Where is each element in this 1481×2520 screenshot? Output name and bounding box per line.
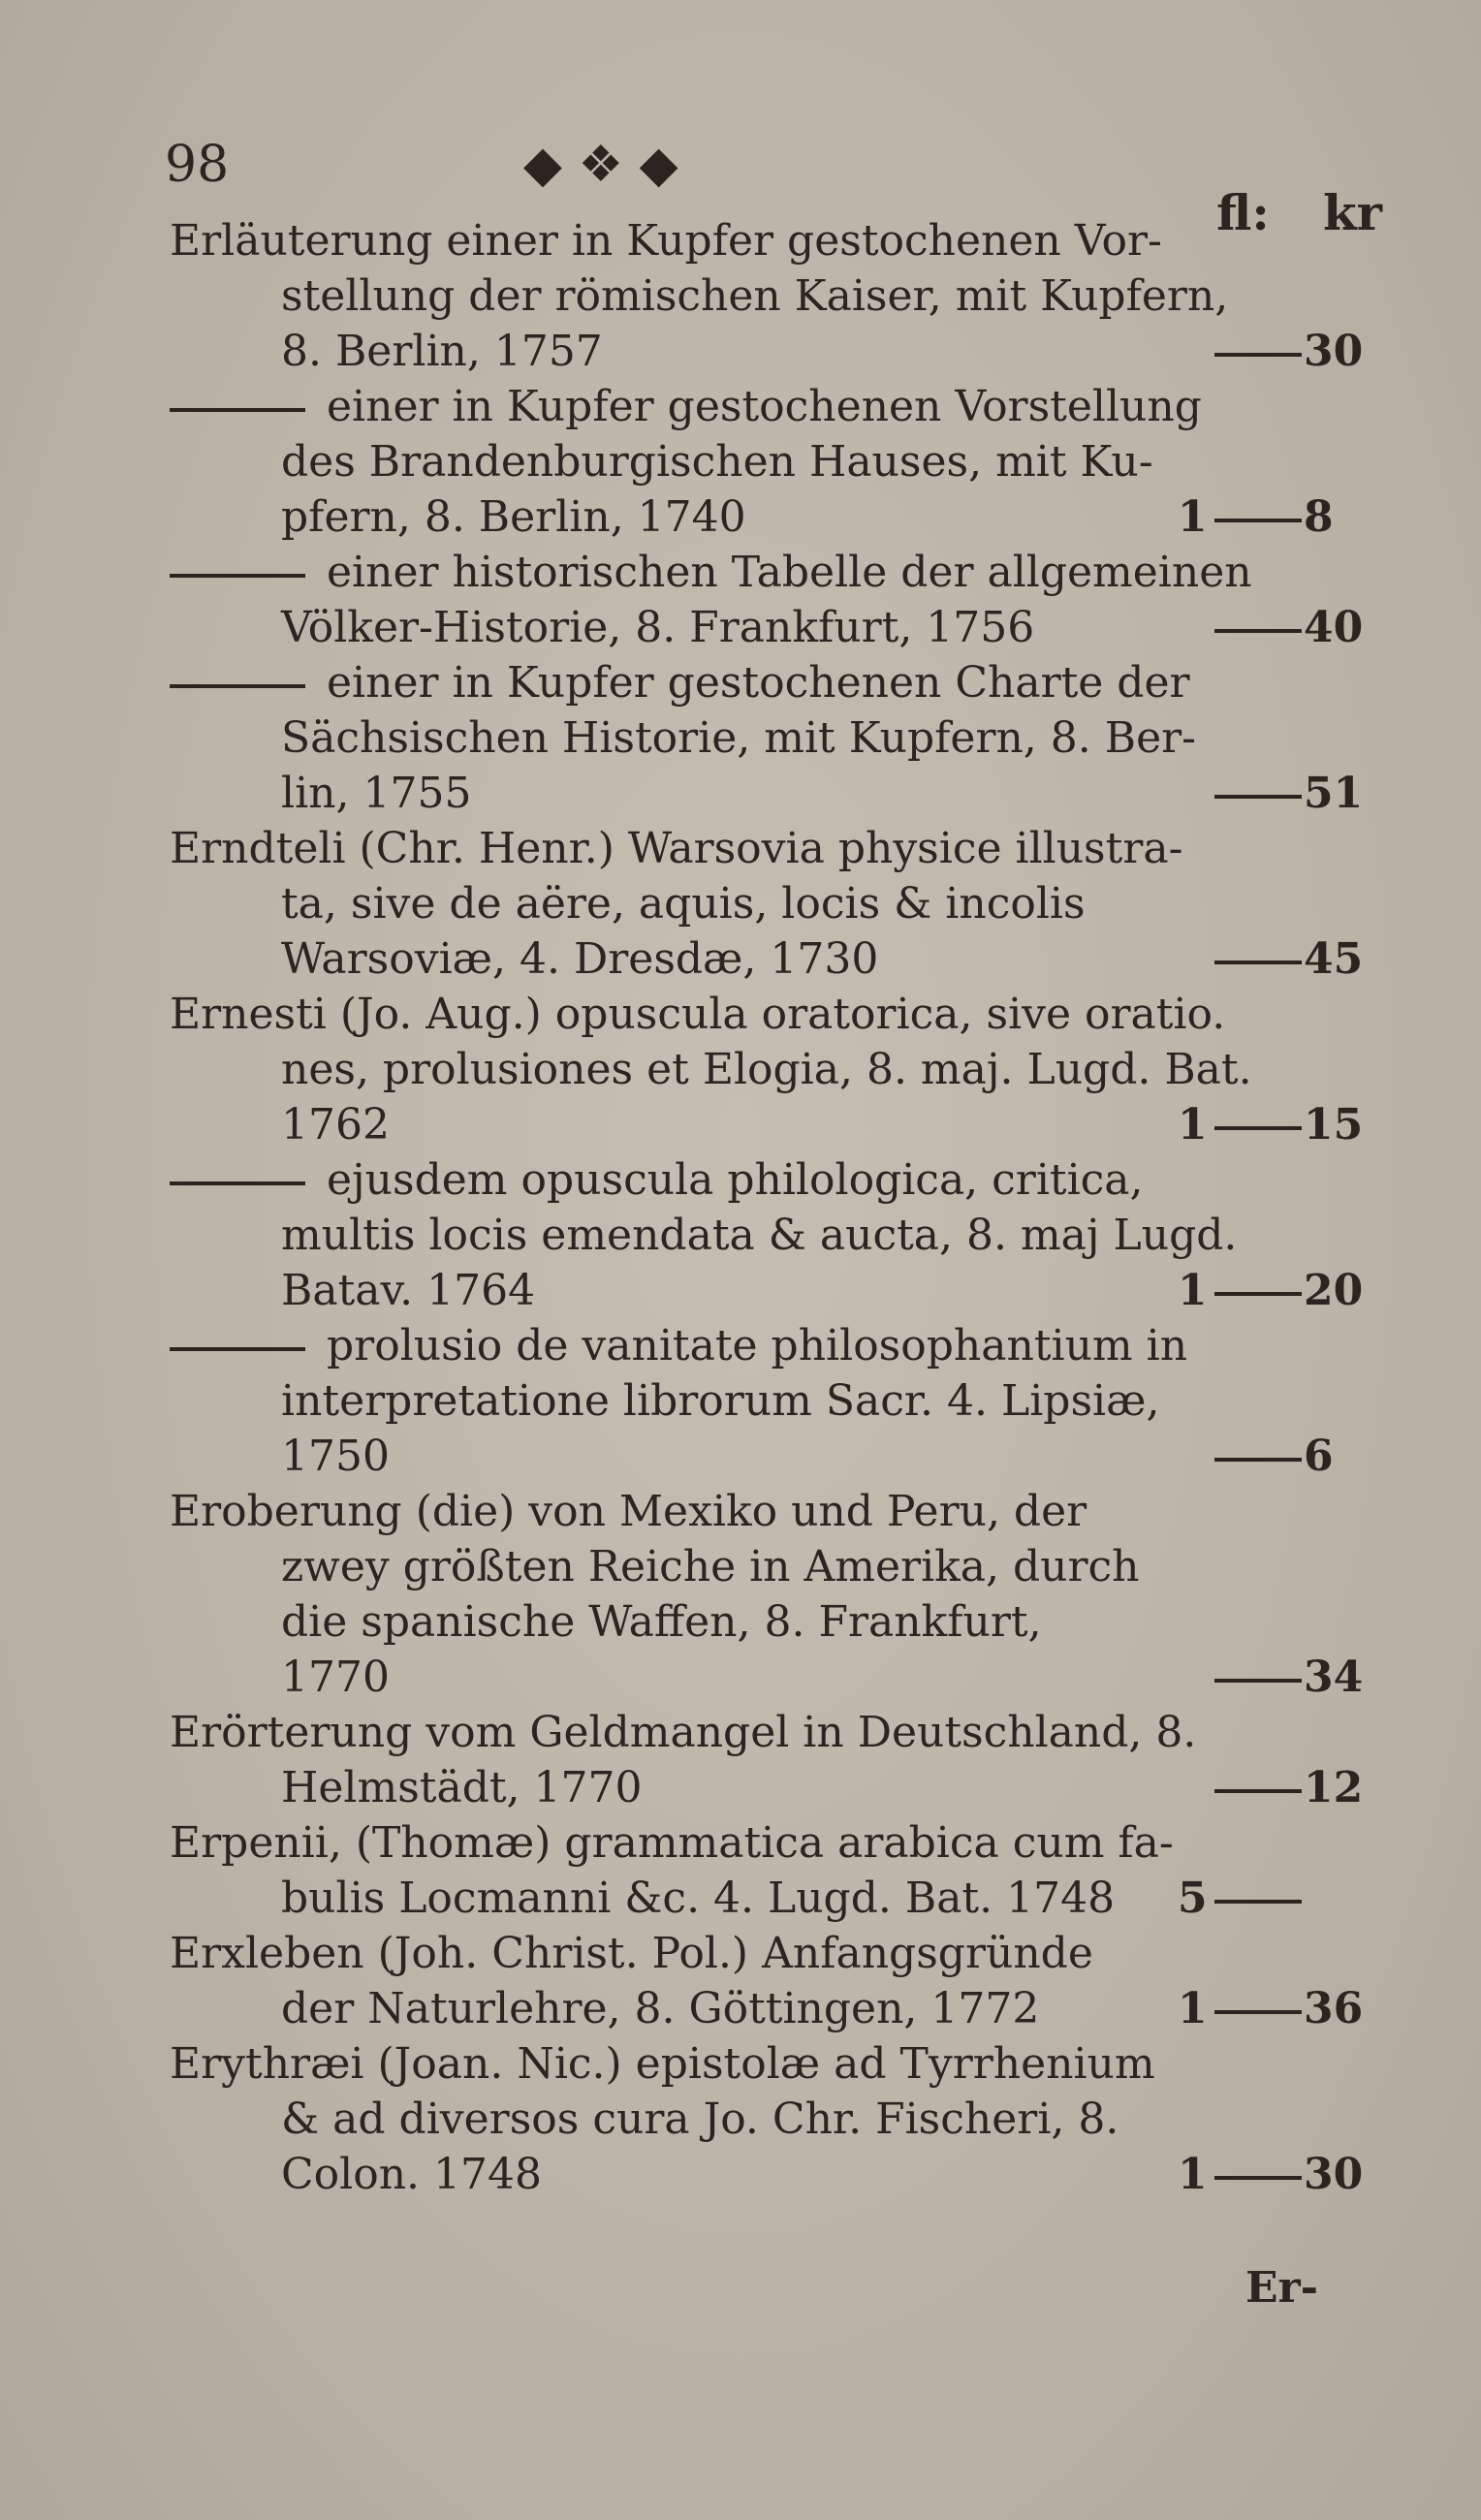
entry-text: Völker-Historie, 8. Frankfurt, 1756 (281, 603, 1035, 652)
price-rule (1214, 2010, 1302, 2014)
ditto-dash (170, 1181, 305, 1185)
price-florin: 1 (1178, 2150, 1208, 2199)
entry-line (170, 931, 1371, 987)
entry-line (170, 1705, 1371, 1760)
catalog-entry (170, 379, 1371, 545)
entry-line (170, 268, 1371, 324)
ditto-dash (170, 574, 305, 578)
price-rule (1214, 1679, 1302, 1683)
price-kreuzer: 45 (1304, 934, 1364, 984)
price-rule (1214, 519, 1302, 522)
ditto-dash (170, 1347, 305, 1351)
catalog-entry (170, 1926, 1371, 2036)
catalog-entry (170, 821, 1371, 987)
entry-text: interpretatione librorum Sacr. 4. Lipsiæ, (281, 1376, 1160, 1426)
price-florin: 1 (1178, 1100, 1208, 1150)
entry-line (170, 1208, 1371, 1263)
price-rule (1214, 1458, 1302, 1462)
page-number: 98 (165, 136, 230, 194)
entry-text: bulis Locmanni &c. 4. Lugd. Bat. 1748 (281, 1874, 1116, 1923)
entry-line (170, 2036, 1371, 2092)
entry-text: Warsoviæ, 4. Dresdæ, 1730 (281, 934, 879, 984)
entry-line (170, 1594, 1371, 1650)
entry-line (170, 379, 1371, 434)
entry-text: Helmstädt, 1770 (281, 1763, 643, 1812)
price (1149, 2147, 1371, 2202)
price (1149, 324, 1371, 379)
entry-text: prolusio de vanitate philosophantium in (327, 1321, 1188, 1370)
price-florin: 1 (1178, 1984, 1208, 2033)
entry-text: ta, sive de aëre, aquis, locis & incolis (281, 879, 1086, 929)
catalog-entry (170, 1152, 1371, 1318)
entry-line (170, 821, 1371, 876)
price (1149, 766, 1371, 821)
entry-text: Erpenii, (Thomæ) grammatica arabica cum fa- (170, 1818, 1174, 1868)
entry-text: stellung der römischen Kaiser, mit Kupfern, (281, 271, 1229, 321)
entry-text: Eroberung (die) von Mexiko und Peru, der (170, 1487, 1087, 1536)
price (1149, 1871, 1371, 1926)
entry-line (170, 2147, 1371, 2202)
price (1149, 600, 1371, 655)
price-kreuzer: 12 (1304, 1763, 1364, 1812)
entry-text: & ad diversos cura Jo. Chr. Fischeri, 8. (281, 2095, 1119, 2144)
price-kreuzer: 20 (1304, 1266, 1364, 1315)
price-kreuzer: 6 (1304, 1432, 1334, 1481)
entry-line (170, 324, 1371, 379)
entry-text: des Brandenburgischen Hauses, mit Ku- (281, 437, 1153, 487)
entry-line (170, 434, 1371, 489)
price (1149, 1760, 1371, 1815)
entry-text: zwey größten Reiche in Amerika, durch (281, 1542, 1140, 1591)
catalog-entry (170, 1815, 1371, 1926)
price (1149, 1097, 1371, 1152)
entry-text: ejusdem opuscula philologica, critica, (327, 1155, 1144, 1205)
catalog-entry (170, 2036, 1371, 2202)
entry-line (170, 1097, 1371, 1152)
ditto-dash (170, 684, 305, 688)
entry-line (170, 766, 1371, 821)
entry-line (170, 655, 1371, 710)
entry-line (170, 1484, 1371, 1539)
entry-line (170, 489, 1371, 545)
price-rule (1214, 1789, 1302, 1793)
entry-text: Erndteli (Chr. Henr.) Warsovia physice illustra- (170, 824, 1183, 873)
entry-text: lin, 1755 (281, 769, 472, 818)
entry-text: einer in Kupfer gestochenen Vorstellung (327, 382, 1202, 431)
price-kreuzer: 30 (1304, 2150, 1364, 2199)
catalog-entry (170, 1318, 1371, 1484)
entry-line (170, 1981, 1371, 2036)
price-florin: 1 (1178, 492, 1208, 542)
entry-text: Erläuterung einer in Kupfer gestochenen Vor- (170, 216, 1162, 266)
entry-line (170, 1871, 1371, 1926)
price (1149, 1429, 1371, 1484)
price-rule (1214, 1900, 1302, 1904)
catchword: Er- (1245, 2263, 1318, 2313)
ditto-dash (170, 408, 305, 412)
entry-line (170, 213, 1371, 268)
column-header-kr: kr (1323, 184, 1382, 241)
price-kreuzer: 36 (1304, 1984, 1364, 2033)
price-rule (1214, 629, 1302, 633)
entry-line (170, 1318, 1371, 1373)
entry-text: 1762 (281, 1100, 390, 1150)
entry-line (170, 1539, 1371, 1594)
price-rule (1214, 2176, 1302, 2180)
entry-line (170, 1373, 1371, 1429)
entry-line (170, 1815, 1371, 1871)
entry-text: nes, prolusiones et Elogia, 8. maj. Lugd. Bat. (281, 1045, 1252, 1094)
price-kreuzer: 34 (1304, 1653, 1364, 1702)
catalog-entry (170, 213, 1371, 379)
price-rule (1214, 1292, 1302, 1296)
price (1149, 1981, 1371, 2036)
price-florin: 1 (1178, 1266, 1208, 1315)
header-ornament: ◆ ❖ ◆ (523, 136, 678, 194)
entry-text: 8. Berlin, 1757 (281, 327, 603, 376)
price-kreuzer: 8 (1304, 492, 1334, 542)
catalog-entry (170, 545, 1371, 655)
catalog-entry (170, 655, 1371, 821)
catalog-entry (170, 987, 1371, 1152)
price-rule (1214, 795, 1302, 799)
entry-line (170, 987, 1371, 1042)
entry-line (170, 1042, 1371, 1097)
column-header-fl: fl: (1216, 184, 1270, 241)
price (1149, 489, 1371, 545)
entry-text: die spanische Waffen, 8. Frankfurt, (281, 1597, 1042, 1647)
entry-line (170, 600, 1371, 655)
entry-line (170, 1429, 1371, 1484)
entry-line (170, 710, 1371, 766)
price-kreuzer: 30 (1304, 327, 1364, 376)
catalog-entry (170, 1484, 1371, 1705)
catalog-entries (170, 213, 1371, 2202)
entry-text: einer in Kupfer gestochenen Charte der (327, 658, 1190, 708)
entry-text: Colon. 1748 (281, 2150, 543, 2199)
entry-line (170, 1152, 1371, 1208)
entry-text: Erxleben (Joh. Christ. Pol.) Anfangsgründe (170, 1929, 1093, 1978)
price-kreuzer: 15 (1304, 1100, 1364, 1150)
entry-line (170, 2092, 1371, 2147)
price-rule (1214, 353, 1302, 357)
price (1149, 1263, 1371, 1318)
entry-text: 1750 (281, 1432, 390, 1481)
entry-line (170, 1650, 1371, 1705)
entry-text: Batav. 1764 (281, 1266, 536, 1315)
entry-line (170, 545, 1371, 600)
entry-text: Erörterung vom Geldmangel in Deutschland, 8. (170, 1708, 1197, 1757)
price-florin: 5 (1178, 1874, 1208, 1923)
entry-text: 1770 (281, 1653, 390, 1702)
entry-text: multis locis emendata & aucta, 8. maj Lugd. (281, 1211, 1238, 1260)
entry-text: der Naturlehre, 8. Göttingen, 1772 (281, 1984, 1040, 2033)
entry-line (170, 1263, 1371, 1318)
price (1149, 1650, 1371, 1705)
price-rule (1214, 961, 1302, 964)
entry-line (170, 1926, 1371, 1981)
entry-text: Erythræi (Joan. Nic.) epistolæ ad Tyrrhenium (170, 2039, 1155, 2089)
entry-line (170, 1760, 1371, 1815)
entry-text: Sächsischen Historie, mit Kupfern, 8. Ber- (281, 713, 1197, 763)
price-kreuzer: 40 (1304, 603, 1364, 652)
price-rule (1214, 1126, 1302, 1130)
price (1149, 931, 1371, 987)
catalog-entry (170, 1705, 1371, 1815)
entry-line (170, 876, 1371, 931)
price-kreuzer: 51 (1304, 769, 1364, 818)
entry-text: einer historischen Tabelle der allgemeinen (327, 548, 1252, 597)
entry-text: pfern, 8. Berlin, 1740 (281, 492, 746, 542)
entry-text: Ernesti (Jo. Aug.) opuscula oratorica, sive oratio. (170, 990, 1226, 1039)
